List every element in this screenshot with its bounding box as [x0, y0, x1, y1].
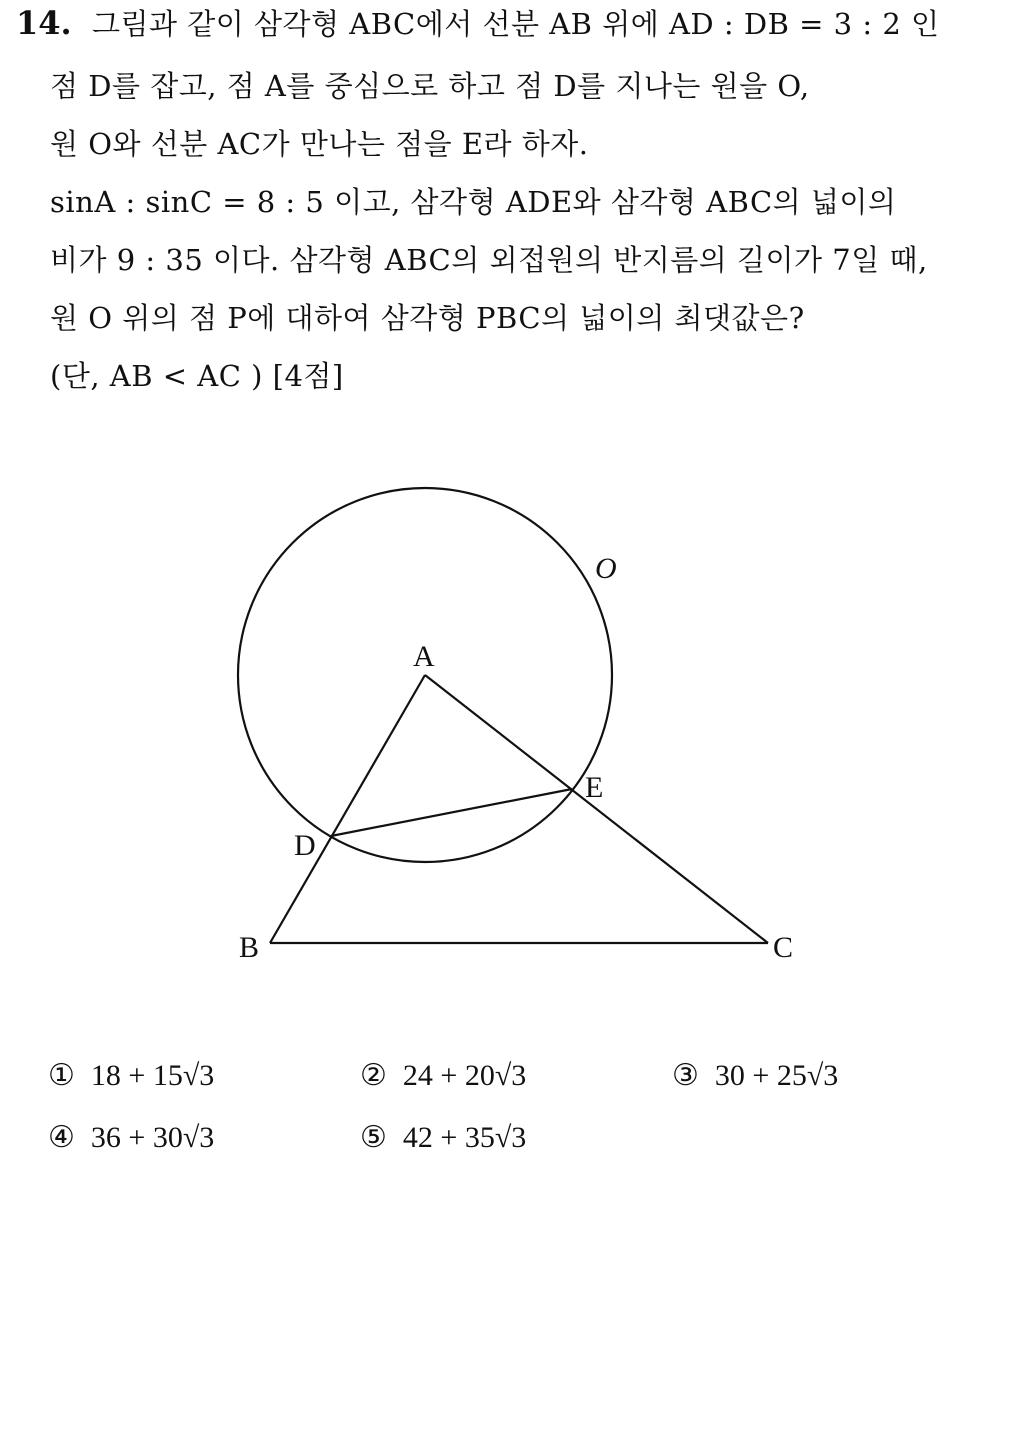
- segment-ac: [425, 675, 768, 943]
- label-a: A: [413, 640, 435, 673]
- segment-de: [331, 789, 572, 836]
- geometry-figure: [220, 470, 820, 990]
- choice-1-text: 18 + 15√3: [90, 1059, 215, 1092]
- problem-line-1: 그림과 같이 삼각형 ABC에서 선분 AB 위에 AD : DB = 3 : 2 인: [92, 7, 940, 41]
- choice-5[interactable]: [360, 1118, 526, 1158]
- choice-3[interactable]: [672, 1056, 838, 1096]
- choice-3-mark: ③: [672, 1059, 699, 1092]
- choice-1-mark: ①: [48, 1059, 75, 1092]
- label-b: B: [239, 931, 260, 964]
- choice-3-text: 30 + 25√3: [714, 1059, 839, 1092]
- problem-line-5: 비가 9 : 35 이다. 삼각형 ABC의 외접원의 반지름의 길이가 7일 때,: [50, 243, 928, 277]
- problem-number: 14.: [16, 4, 72, 42]
- choice-4-text: 36 + 30√3: [90, 1121, 215, 1154]
- choice-2-mark: ②: [360, 1059, 387, 1092]
- problem-line-6: 원 O 위의 점 P에 대하여 삼각형 PBC의 넓이의 최댓값은?: [50, 301, 805, 335]
- problem-line-7: (단, AB < AC ) [4점]: [50, 359, 344, 393]
- label-c: C: [773, 931, 794, 964]
- figure-svg: [220, 470, 820, 990]
- label-d: D: [294, 829, 316, 862]
- problem-line-3: 원 O와 선분 AC가 만나는 점을 E라 하자.: [50, 127, 589, 161]
- label-e: E: [585, 771, 604, 804]
- problem-line-2: 점 D를 잡고, 점 A를 중심으로 하고 점 D를 지나는 원을 O,: [50, 69, 810, 103]
- problem-line-4: sinA : sinC = 8 : 5 이고, 삼각형 ADE와 삼각형 ABC의 넓이의: [50, 185, 897, 219]
- choice-5-text: 42 + 35√3: [402, 1121, 527, 1154]
- label-o: O: [595, 552, 617, 585]
- choice-2-text: 24 + 20√3: [402, 1059, 527, 1092]
- choice-4-mark: ④: [48, 1121, 75, 1154]
- choice-5-mark: ⑤: [360, 1121, 387, 1154]
- choice-4[interactable]: [48, 1118, 214, 1158]
- choice-2[interactable]: [360, 1056, 526, 1096]
- choice-1[interactable]: [48, 1056, 214, 1096]
